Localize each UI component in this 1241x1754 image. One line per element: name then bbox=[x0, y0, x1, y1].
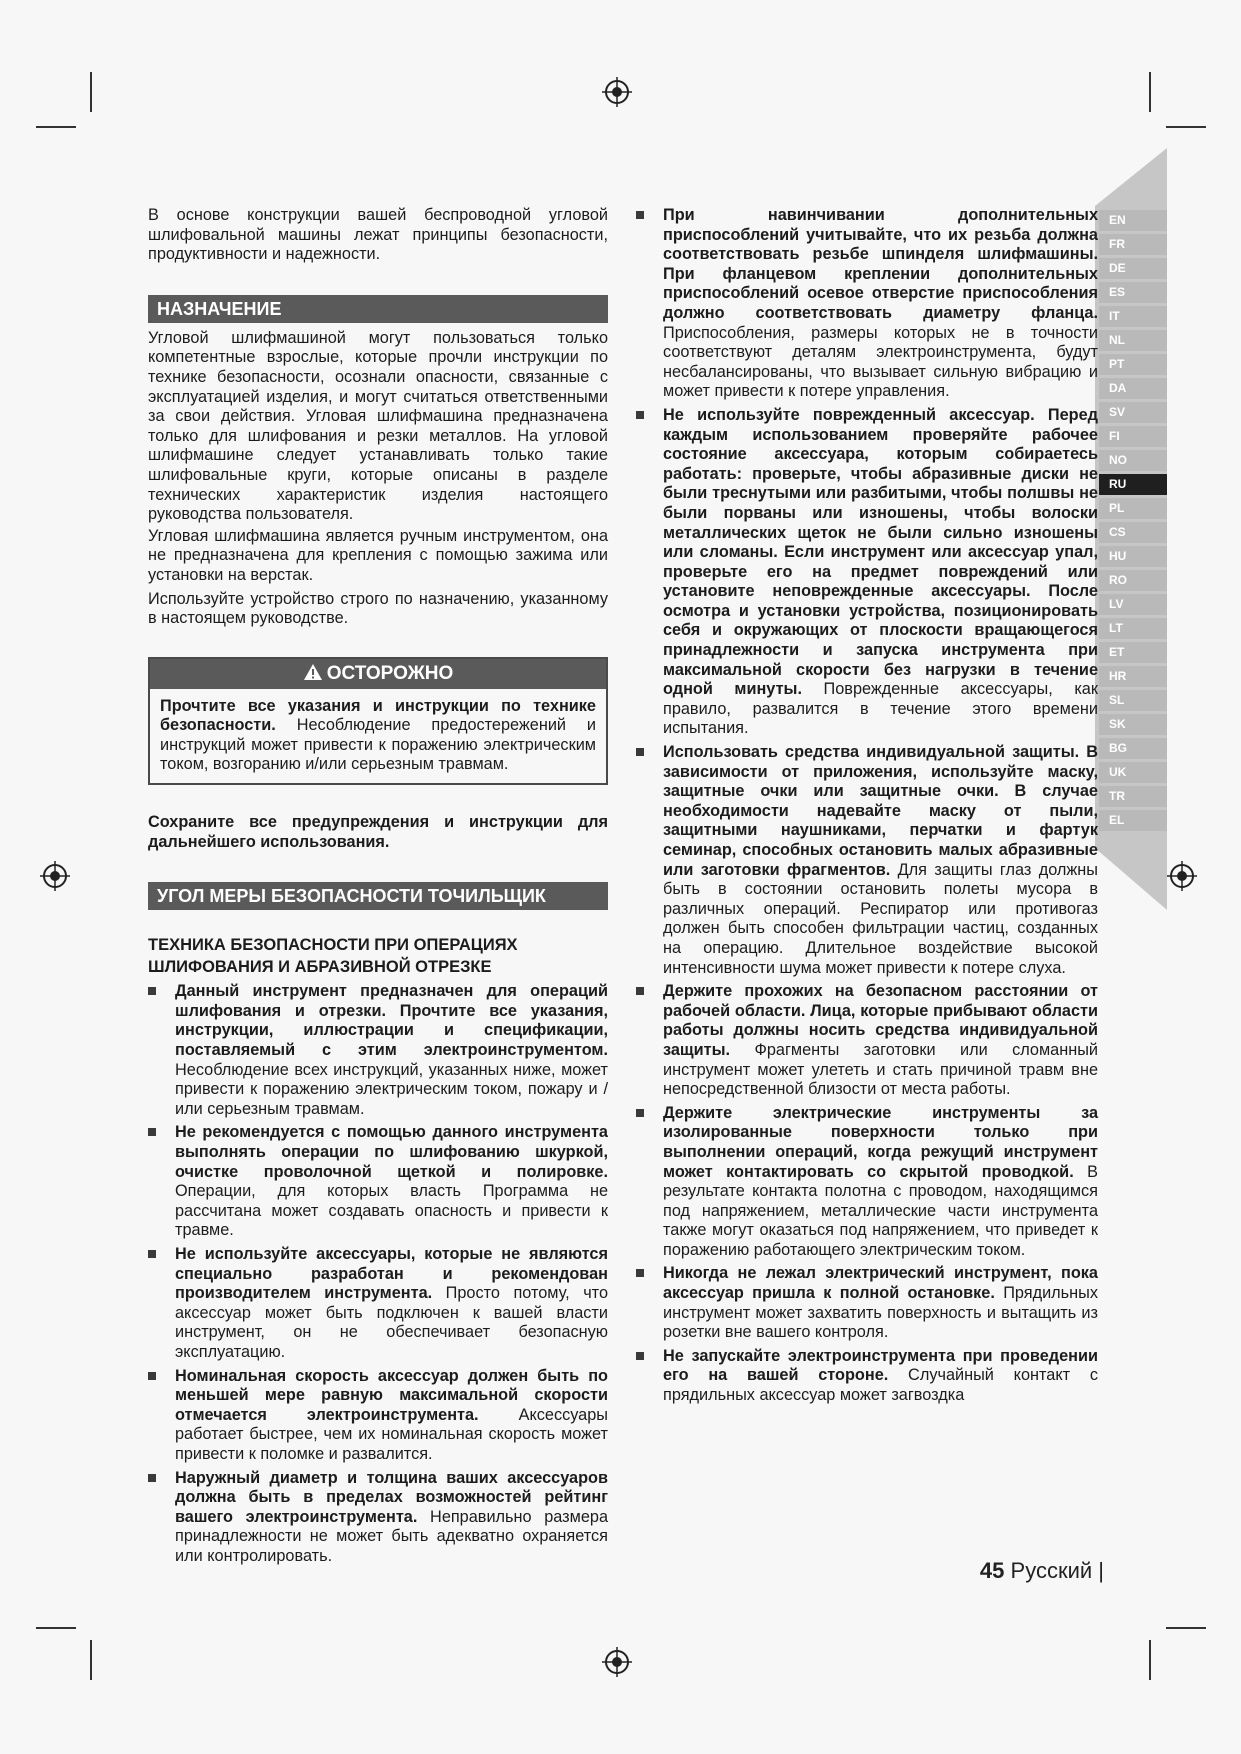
list-item: Не рекомендуется с помощью данного инструмента выполнять операции по шлифованию шкуркой, очистке проволочной щеткой и полировке. Операции, для которых власть Программа не рассчитана может создавать опасность и привести к травме. bbox=[148, 1123, 608, 1241]
tab-language[interactable]: DA bbox=[1099, 378, 1167, 399]
tab-language[interactable]: FR bbox=[1099, 234, 1167, 255]
list-item: Не используйте аксессуары, которые не являются специально разработан и рекомендован производителем инструмента. Просто потому, что аксессуар может быть подключен к вашей власти инструмент, он не обеспечивает безопасную эксплуатацию. bbox=[148, 1245, 608, 1363]
warning-title: ОСТОРОЖНО bbox=[326, 662, 454, 684]
crop-mark bbox=[1149, 1640, 1151, 1680]
list-item: Держите прохожих на безопасном расстоянии от рабочей области. Лица, которые прибывают области работы должны носить средства индивидуальной защиты. Фрагменты заготовки или сломанный инструмент может улететь и стать причиной травм вне непосредственной близости от места работы. bbox=[636, 982, 1098, 1100]
tab-language[interactable]: NO bbox=[1099, 450, 1167, 471]
purpose-paragraph-3: Используйте устройство строго по назначению, указанному в настоящем руководстве. bbox=[148, 589, 608, 628]
list-item: Не используйте поврежденный аксессуар. Перед каждым использованием проверяйте рабочее состояние аксессуара, которым собираетесь работать: проверьте, чтобы абразивные диски не были треснутыми или разбитыми, чтобы полшвы не были порваны или изношены, чтобы волоски металлических щеток не были сильно изношены или сломаны. Если инструмент или аксессуар упал, проверьте его на предмет повреждений или установите неповрежденные аксессуары. После осмотра и установки устройства, позиционировать себя и окружающих от плоскости вращающегося принадлежности и запуска инструмента при максимальной скорости без нагрузки в течение одной минуты. Поврежденные аксессуары, как правило, развалится в течение этого времени испытания. bbox=[636, 406, 1098, 739]
section-title-safety: УГОЛ МЕРЫ БЕЗОПАСНОСТИ ТОЧИЛЬЩИК bbox=[148, 882, 608, 910]
left-column bbox=[148, 206, 608, 1570]
tab-language[interactable]: BG bbox=[1099, 738, 1167, 759]
tab-language[interactable]: SK bbox=[1099, 714, 1167, 735]
tab-language[interactable]: SV bbox=[1099, 402, 1167, 423]
tab-language[interactable]: EL bbox=[1099, 810, 1167, 831]
list-item: Никогда не лежал электрический инструмент, пока аксессуар пришла к полной остановке. Прядильных инструмент может захватить поверхность и вытащить из розетки вне вашего контроля. bbox=[636, 1264, 1098, 1342]
section-title-purpose: НАЗНАЧЕНИЕ bbox=[148, 295, 608, 323]
list-item: Держите электрические инструменты за изолированные поверхности только при выполнении операций, когда режущий инструмент может контактировать со скрытой проводкой. В результате контакта полотна с проводом, находящимся под напряжением, металлические части инструмента также могут оказаться под напряжением, что приведет к поражению работающего электрическим током. bbox=[636, 1104, 1098, 1261]
warning-text: Несоблюдение предостережений и инструкций может привести к поражению электрическим током, возгоранию и/или серьезным травмам. bbox=[160, 716, 596, 774]
intro-paragraph: В основе конструкции вашей беспроводной угловой шлифовальной машины лежат принципы безопасности, продуктивности и надежности. bbox=[148, 206, 608, 264]
registration-mark-icon bbox=[602, 77, 632, 107]
list-item: Номинальная скорость аксессуар должен быть по меньшей мере равную максимальной скорости отмечается электроинструмента. Аксессуары работает быстрее, чем их номинальная скорость может привести к поломке и развалится. bbox=[148, 1367, 608, 1465]
crop-mark bbox=[36, 126, 76, 128]
left-bullet-list bbox=[148, 982, 608, 1566]
warning-header bbox=[150, 659, 606, 689]
list-item: Наружный диаметр и толщина ваших аксессуаров должна быть в пределах возможностей рейтинг вашего электроинструмента. Неправильно размера принадлежности не может быть адекватно охраняется или контролировать. bbox=[148, 1469, 608, 1567]
footer-language: Русский | bbox=[1010, 1558, 1104, 1583]
tab-language[interactable]: ES bbox=[1099, 282, 1167, 303]
warning-triangle-icon bbox=[303, 663, 323, 681]
crop-mark bbox=[1149, 72, 1151, 112]
language-tabs bbox=[1099, 210, 1167, 834]
tab-language[interactable]: HR bbox=[1099, 666, 1167, 687]
crop-mark bbox=[36, 1627, 76, 1629]
purpose-paragraph-2: Угловая шлифмашина является ручным инструментом, она не предназначена для крепления с помощью зажима или установки на верстак. bbox=[148, 526, 608, 584]
tab-language[interactable]: RO bbox=[1099, 570, 1167, 591]
right-column bbox=[636, 206, 1098, 1410]
warning-body bbox=[150, 689, 606, 783]
tab-language[interactable]: UK bbox=[1099, 762, 1167, 783]
list-item: Данный инструмент предназначен для операций шлифования и отрезки. Прочтите все указания, инструкции, иллюстрации и спецификации, поставляемый с этим электроинструментом. Несоблюдение всех инструкций, указанных ниже, может привести к поражению электрическим током, пожару и / или серьезным травмам. bbox=[148, 982, 608, 1119]
page-number: 45 bbox=[979, 1558, 1005, 1583]
tab-language[interactable]: NL bbox=[1099, 330, 1167, 351]
registration-mark-icon bbox=[40, 861, 70, 891]
crop-mark bbox=[90, 1640, 92, 1680]
crop-mark bbox=[1166, 126, 1206, 128]
tab-language[interactable]: IT bbox=[1099, 306, 1167, 327]
save-instructions-note: Сохраните все предупреждения и инструкции для дальнейшего использования. bbox=[148, 813, 608, 851]
tab-language[interactable]: PT bbox=[1099, 354, 1167, 375]
tab-language[interactable]: HU bbox=[1099, 546, 1167, 567]
tab-language[interactable]: SL bbox=[1099, 690, 1167, 711]
tab-language[interactable]: CS bbox=[1099, 522, 1167, 543]
tab-language[interactable]: LT bbox=[1099, 618, 1167, 639]
safety-subtitle: ТЕХНИКА БЕЗОПАСНОСТИ ПРИ ОПЕРАЦИЯХ ШЛИФОВАНИЯ И АБРАЗИВНОЙ ОТРЕЗКЕ bbox=[148, 936, 518, 977]
warning-bold-text: Прочтите все указания и инструкции по технике безопасности. bbox=[160, 696, 596, 735]
registration-mark-icon bbox=[1167, 861, 1197, 891]
list-item: Использовать средства индивидуальной защиты. В зависимости от приложения, используйте маску, защитные очки или защитные очки. В случае необходимости надевайте маску от пыли, защитными наушниками, перчатки и фартук семинар, способных остановить малых абразивные или заготовки фрагментов. Для защиты глаз должны быть в состоянии остановить полеты мусора в различных операций. Респиратор или противогаз должен быть способен фильтрации частиц, созданных на операцию. Длительное воздействие высокой интенсивности шума может привести к потере слуха. bbox=[636, 743, 1098, 978]
tab-language[interactable]: DE bbox=[1099, 258, 1167, 279]
list-item: При навинчивании дополнительных приспособлений учитывайте, что их резьба должна соответствовать резьбе шпинделя шлифмашины. При фланцевом креплении дополнительных приспособлений осевое отверстие приспособления должно соответствовать диаметру фланца. Приспособления, размеры которых не в точности соответствуют деталям электроинструмента, будут несбалансированы, что вызывает сильную вибрацию и может привести к потере управления. bbox=[636, 206, 1098, 402]
tab-language-active[interactable]: RU bbox=[1099, 474, 1167, 495]
crop-mark bbox=[1166, 1627, 1206, 1629]
tab-language[interactable]: PL bbox=[1099, 498, 1167, 519]
registration-mark-icon bbox=[602, 1647, 632, 1677]
tab-language[interactable]: TR bbox=[1099, 786, 1167, 807]
right-bullet-list bbox=[636, 206, 1098, 1406]
list-item: Не запускайте электроинструмента при проведении его на вашей стороне. Случайный контакт с прядильных аксессуар может загвоздка bbox=[636, 1347, 1098, 1406]
warning-box bbox=[148, 657, 608, 785]
tab-language[interactable]: FI bbox=[1099, 426, 1167, 447]
tab-language[interactable]: EN bbox=[1099, 210, 1167, 231]
page-footer bbox=[980, 1558, 1104, 1584]
crop-mark bbox=[90, 72, 92, 112]
purpose-paragraph-1: Угловой шлифмашиной могут пользоваться только компетентные взрослые, которые прочли инструкции по технике безопасности, осознали опасности, связанные с эксплуатацией изделия, и могут считаться ответственными за свои действия. Угловая шлифмашина предназначена только для шлифования и резки металлов. На угловой шлифмашине следует устанавливать только такие шлифовальные круги, которые описаны в разделе технических характеристик изделия настоящего руководства пользователя. bbox=[148, 328, 608, 524]
tab-language[interactable]: LV bbox=[1099, 594, 1167, 615]
tab-language[interactable]: ET bbox=[1099, 642, 1167, 663]
